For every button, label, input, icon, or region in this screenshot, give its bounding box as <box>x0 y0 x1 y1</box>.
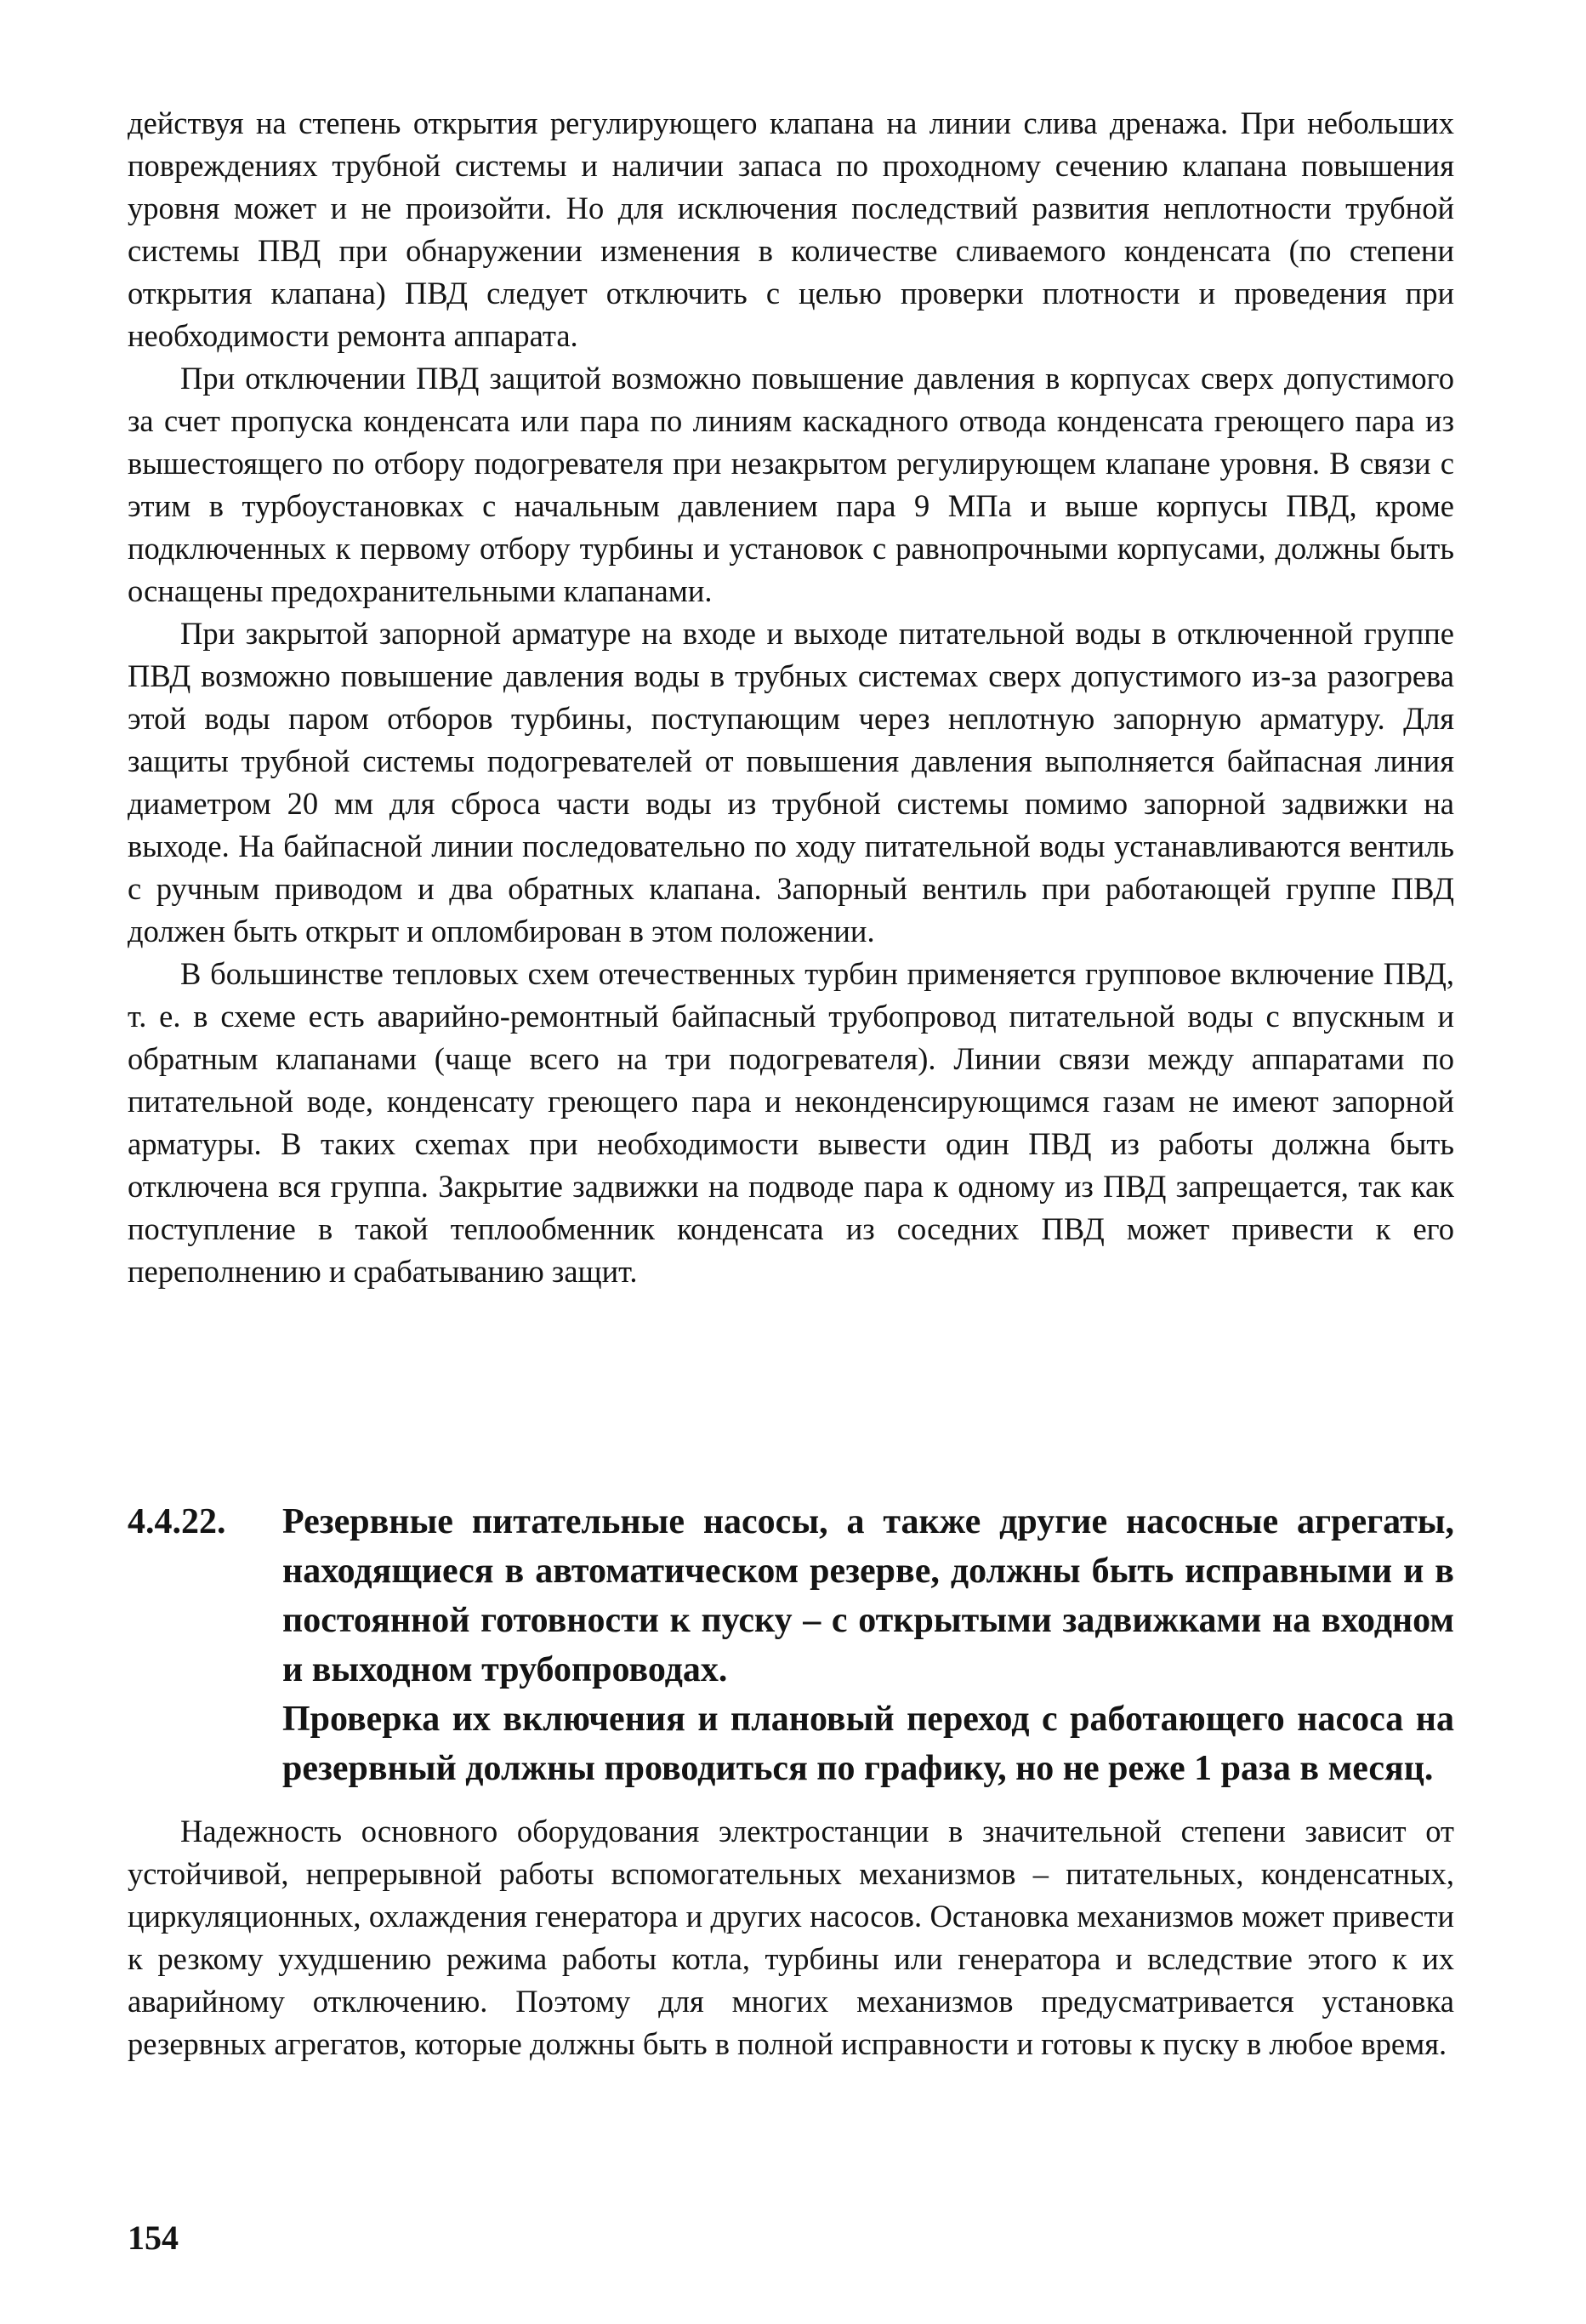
main-text-block <box>128 102 1454 1293</box>
paragraph-continuation: действуя на степень открытия регулирующего клапана на линии слива дренажа. При небольших повреждениях трубной системы и наличии запаса по проходному сечению клапана повышения уровня может и не произойти. Но для исключения последствий развития неплотности трубной системы ПВД при обнаружении изменения в количестве сливаемого конденсата (по степени открытия клапана) ПВД следует отключить с целью проверки плотности и проведения при необходимости ремонта аппарата. <box>128 105 1454 353</box>
section-4-4-22 <box>128 1497 1454 1793</box>
paragraph-bypass-line: При закрытой запорной арматуре на входе и выходе питательной воды в отключенной группе ПВД возможно повышение давления воды в трубных системах сверх допустимого из-за разогрева этой воды паром отборов турбины, поступающим через неплотную запорную арматуру. Для защиты трубной системы подогревателей от повышения давления выполняется байпасная линия диаметром 20 мм для сброса части воды из трубной системы помимо запорной задвижки на выходе. На байпасной линии последовательно по ходу питательной воды устанавливаются вентиль с ручным приводом и два обратных клапана. Запорный вентиль при работающей группе ПВД должен быть открыт и опломбирован в этом положении. <box>128 616 1454 948</box>
paragraph-group-connection: В большинстве тепловых схем отечественных турбин применяется групповое включение ПВД, т. е. в схеме есть аварийно-ремонтный байпасный трубопровод питательной воды с впускным и обратным клапанами (чаще всего на три подогревателя). Линии связи между аппаратами по питательной воде, конденсату греющего пара и неконденсирующимся газам не имеют запорной арматуры. В таких схеmах при необходимости вывести один ПВД из работы должна быть отключена вся группа. Закрытие задвижки на подводе пара к одному из ПВД запрещается, так как поступление в такой теплообменник конденсата из соседних ПВД может привести к его переполнению и срабатыванию защит. <box>128 956 1454 1289</box>
section-paragraph-1: Резервные питательные насосы, а также другие насосные агрегаты, находящиеся в автоматическом резерве, должны быть исправными и в постоянной готовности к пуску – с открытыми задвижками на входном и выходном трубопроводах. <box>282 1502 1454 1689</box>
paragraph-pvd-protection: При отключении ПВД защитой возможно повышение давления в корпусах сверх допустимого за счет пропуска конденсата или пара по линиям каскадного отвода конденсата греющего пара из вышестоящего по отбору подогревателя при незакрытом регулирующем клапане уровня. В связи с этим в турбоустановках с начальным давлением пара 9 МПа и выше корпусы ПВД, кроме подключенных к первому отбору турбины и установок с равнопрочными корпусами, должны быть оснащены предохранительными клапанами. <box>128 361 1454 608</box>
paragraph-reserve-units: Надежность основного оборудования электростанции в значительной степени зависит от устойчивой, непрерывной работы вспомогательных механизмов – питательных, конденсатных, циркуляционных, охлаждения генератора и других насосов. Остановка механизмов может привести к резкому ухудшению режима работы котла, турбины или генератора и вследствие этого к их аварийному отключению. Поэтому для многих механизмов предусматривается установка резервных агрегатов, которые должны быть в полной исправности и готовы к пуску в любое время. <box>128 1814 1454 2061</box>
section-number: 4.4.22. <box>128 1502 226 1541</box>
section-paragraph-2: Проверка их включения и плановый переход с работающего насоса на резервный должны проводиться по графику, но не реже 1 раза в месяц. <box>282 1700 1454 1788</box>
page-number: 154 <box>128 2219 179 2257</box>
bottom-text-block <box>128 1810 1454 2065</box>
section-heading-text <box>282 1497 1454 1793</box>
